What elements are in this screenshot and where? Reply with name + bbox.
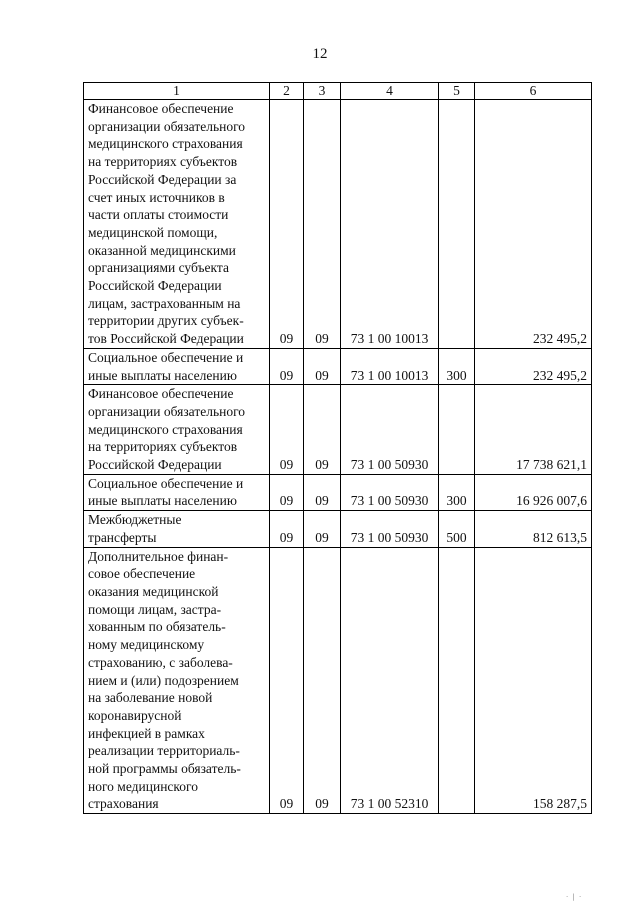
row-name-line: Российской Федерации xyxy=(88,278,222,294)
row-name-line: Российской Федерации за xyxy=(88,171,237,187)
row-name-line: хованным по обязатель- xyxy=(88,619,226,635)
page-number: 12 xyxy=(312,46,328,62)
amount: 232 495,2 xyxy=(475,348,592,384)
row-name xyxy=(84,547,270,814)
expense-type-code xyxy=(439,547,475,814)
row-name-line: Дополнительное финан- xyxy=(88,548,229,564)
amount: 16 926 007,6 xyxy=(475,474,592,510)
row-name xyxy=(84,511,270,547)
row-name-line: Финансовое обеспечение xyxy=(88,386,234,402)
subsection-code: 09 xyxy=(304,100,341,349)
row-name-line: оказанной медицинскими xyxy=(88,242,236,258)
row-name-line: инфекцией в рамках xyxy=(88,725,205,741)
row-name-line: медицинского страхования xyxy=(88,136,243,152)
row-name-line: нием и (или) подозрением xyxy=(88,672,239,688)
row-name-line: совое обеспечение xyxy=(88,566,196,582)
row-name-line: Социальное обеспечение и xyxy=(88,349,244,365)
row-name xyxy=(84,100,270,349)
row-name-line: Межбюджетные xyxy=(88,512,182,528)
row-name-line: коронавирусной xyxy=(88,707,182,723)
row-name xyxy=(84,474,270,510)
table-row xyxy=(84,100,592,349)
row-name-line: медицинского страхования xyxy=(88,421,243,437)
amount: 232 495,2 xyxy=(475,100,592,349)
subsection-code: 09 xyxy=(304,474,341,510)
budget-table xyxy=(83,82,592,814)
header-col-4: 4 xyxy=(341,83,439,100)
row-name-line: иные выплаты населению xyxy=(88,367,237,383)
row-name xyxy=(84,348,270,384)
section-code: 09 xyxy=(270,474,304,510)
scan-mark: · | · xyxy=(566,893,583,901)
section-code: 09 xyxy=(270,385,304,475)
section-code: 09 xyxy=(270,511,304,547)
header-col-1: 1 xyxy=(84,83,270,100)
table-row xyxy=(84,547,592,814)
row-name-line: страхования xyxy=(88,796,159,812)
subsection-code: 09 xyxy=(304,348,341,384)
row-name-line: организации обязательного xyxy=(88,118,246,134)
target-article-code: 73 1 00 52310 xyxy=(341,547,439,814)
target-article-code: 73 1 00 10013 xyxy=(341,348,439,384)
target-article-code: 73 1 00 50930 xyxy=(341,511,439,547)
row-name-line: ной программы обязатель- xyxy=(88,761,241,777)
section-code: 09 xyxy=(270,348,304,384)
row-name-line: Российской Федерации xyxy=(88,457,222,473)
target-article-code: 73 1 00 10013 xyxy=(341,100,439,349)
row-name-line: реализации территориаль- xyxy=(88,743,240,759)
expense-type-code: 300 xyxy=(439,348,475,384)
table-row xyxy=(84,348,592,384)
row-name-line: медицинской помощи, xyxy=(88,224,218,240)
target-article-code: 73 1 00 50930 xyxy=(341,385,439,475)
expense-type-code xyxy=(439,385,475,475)
row-name-line: счет иных источников в xyxy=(88,189,225,205)
row-name-line: Финансовое обеспечение xyxy=(88,101,234,116)
header-col-5: 5 xyxy=(439,83,475,100)
expense-type-code: 300 xyxy=(439,474,475,510)
subsection-code: 09 xyxy=(304,385,341,475)
table-row xyxy=(84,474,592,510)
header-col-3: 3 xyxy=(304,83,341,100)
header-row xyxy=(84,83,592,100)
header-col-2: 2 xyxy=(270,83,304,100)
row-name-line: помощи лицам, застра- xyxy=(88,601,222,617)
row-name-line: на территориях субъектов xyxy=(88,439,238,455)
expense-type-code: 500 xyxy=(439,511,475,547)
subsection-code: 09 xyxy=(304,511,341,547)
row-name-line: Социальное обеспечение и xyxy=(88,475,244,491)
section-code: 09 xyxy=(270,547,304,814)
row-name-line: на территориях субъектов xyxy=(88,154,238,170)
table-row xyxy=(84,511,592,547)
row-name-line: на заболевание новой xyxy=(88,690,213,706)
target-article-code: 73 1 00 50930 xyxy=(341,474,439,510)
row-name-line: части оплаты стоимости xyxy=(88,207,229,223)
row-name-line: территории других субъек- xyxy=(88,313,244,329)
table-body xyxy=(84,100,592,814)
row-name-line: лицам, застрахованным на xyxy=(88,295,241,311)
amount: 812 613,5 xyxy=(475,511,592,547)
row-name-line: тов Российской Федерации xyxy=(88,331,244,347)
row-name-line: организации обязательного xyxy=(88,403,246,419)
section-code: 09 xyxy=(270,100,304,349)
row-name xyxy=(84,385,270,475)
row-name-line: оказания медицинской xyxy=(88,583,219,599)
row-name-line: организациями субъекта xyxy=(88,260,229,276)
expense-type-code xyxy=(439,100,475,349)
row-name-line: иные выплаты населению xyxy=(88,493,237,509)
subsection-code: 09 xyxy=(304,547,341,814)
row-name-line: страхованию, с заболева- xyxy=(88,654,233,670)
header-col-6: 6 xyxy=(475,83,592,100)
amount: 17 738 621,1 xyxy=(475,385,592,475)
table-row xyxy=(84,385,592,475)
row-name-line: трансферты xyxy=(88,529,157,545)
row-name-line: ного медицинского xyxy=(88,778,198,794)
amount: 158 287,5 xyxy=(475,547,592,814)
row-name-line: ному медицинскому xyxy=(88,637,205,653)
